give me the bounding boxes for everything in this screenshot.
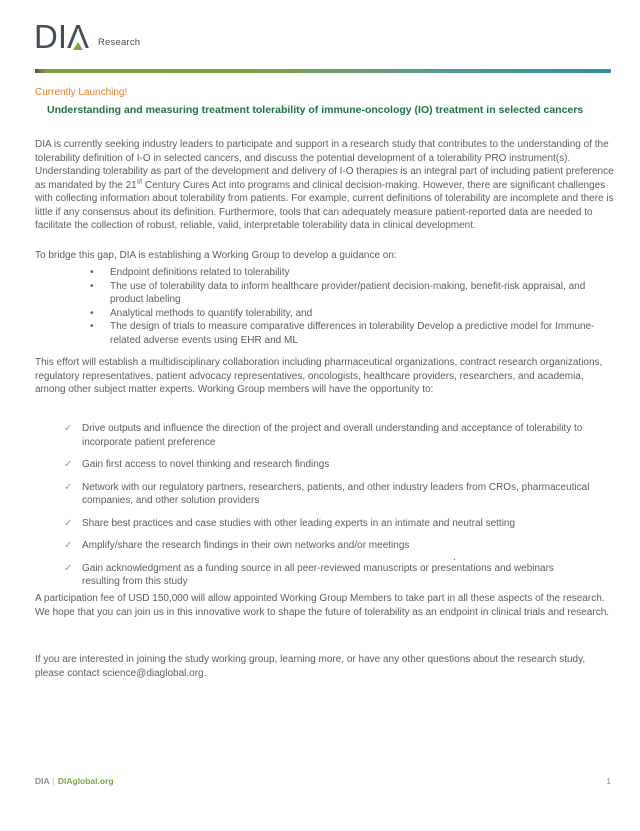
logo-letter-i: I bbox=[57, 18, 68, 55]
list-item bbox=[64, 481, 594, 508]
contact-paragraph bbox=[35, 653, 615, 680]
intro-paragraph bbox=[35, 138, 615, 233]
checkmark-icon: ✓ bbox=[64, 481, 73, 493]
list-item bbox=[90, 266, 610, 280]
benefits-list bbox=[64, 422, 594, 598]
collaboration-paragraph: This effort will establish a multidisciplinary collaboration including pharmaceutical organizations, contract research organizations, regulatory representatives, patient advocacy representatives, oncologists, healthcare providers, researchers, and academia, among other subject matter experts. Working Group members will have the opportunity to: bbox=[35, 357, 603, 395]
footer-left bbox=[35, 776, 114, 786]
gradient-divider bbox=[35, 69, 611, 73]
dia-logo-letters bbox=[34, 20, 89, 53]
checkmark-icon: ✓ bbox=[64, 540, 73, 551]
logo-letter-d: D bbox=[34, 18, 58, 55]
logo-research-label: Research bbox=[98, 37, 141, 48]
benefit-item-text: Gain acknowledgment as a funding source in all peer-reviewed manuscripts or presentations and webinars resulting from this study bbox=[82, 562, 554, 587]
list-item bbox=[64, 562, 594, 589]
checkmark-icon: ✓ bbox=[64, 423, 73, 434]
guidance-list bbox=[90, 266, 610, 347]
logo-letter-a: Λ bbox=[67, 18, 90, 55]
checkmark-icon: ✓ bbox=[64, 459, 73, 470]
list-item bbox=[90, 280, 610, 307]
guidance-item-text: Analytical methods to quantify tolerability, and bbox=[110, 307, 313, 319]
bullet-icon: • bbox=[90, 267, 94, 278]
guidance-item-text: The design of trials to measure comparative differences in tolerability Develop a predictive model for Immune-related adverse events using EHR and ML bbox=[110, 321, 595, 346]
stray-period-mark: . bbox=[453, 552, 456, 563]
contact-text: If you are interested in joining the study working group, learning more, or have any other questions about the research study, please contact bbox=[35, 654, 586, 679]
footer-brand: DIA bbox=[35, 776, 50, 786]
checkmark-icon: ✓ bbox=[64, 517, 73, 529]
page-footer bbox=[35, 776, 611, 786]
bridge-paragraph: To bridge this gap, DIA is establishing a Working Group to develop a guidance on: bbox=[35, 250, 397, 261]
bullet-icon: • bbox=[90, 321, 94, 332]
guidance-item-text: Endpoint definitions related to tolerability bbox=[110, 267, 290, 278]
benefit-item-text: Network with our regulatory partners, researchers, patients, and other industry leaders from CROs, pharmaceutical companies, and other solution providers bbox=[82, 481, 590, 506]
benefit-item-text: Share best practices and case studies with other leading experts in an intimate and neutral setting bbox=[82, 517, 516, 529]
contact-email: science@diaglobal.org bbox=[102, 667, 204, 679]
intro-text-1: DIA is currently seeking industry leaders to participate and support in a research study that contributes to the understanding of the tolerability definition of I-O in selected cancers, and discuss the potential development of a tolerability PRO instrument(s). Understanding tolerability as part of the development and delivery of I-O therapies is an integral part of including patient preference as mandated by the 21 bbox=[35, 139, 614, 191]
list-item bbox=[90, 307, 610, 321]
page-number: 1 bbox=[606, 776, 611, 786]
list-item bbox=[64, 539, 594, 553]
footer-separator: | bbox=[52, 776, 55, 786]
benefit-item-text: Drive outputs and influence the direction of the project and overall understanding and acceptance of tolerability to incorporate patient preference bbox=[82, 423, 583, 448]
dia-logo bbox=[34, 18, 141, 60]
benefit-item-text: Amplify/share the research findings in their own networks and/or meetings bbox=[82, 540, 410, 551]
list-item bbox=[64, 458, 594, 472]
logo-triangle-icon bbox=[73, 42, 83, 50]
ordinal-superscript: st bbox=[136, 178, 143, 186]
list-item bbox=[64, 517, 594, 531]
contact-text-end: . bbox=[203, 667, 207, 679]
benefit-item-text: Gain first access to novel thinking and research findings bbox=[82, 459, 330, 470]
footer-site-link: DIAglobal.org bbox=[57, 776, 114, 786]
bullet-icon: • bbox=[90, 280, 94, 292]
document-title: Understanding and measuring treatment tolerability of immune-oncology (IO) treatment in selected cancers bbox=[47, 104, 584, 116]
guidance-item-text: The use of tolerability data to inform healthcare provider/patient decision-making, benefit-risk appraisal, and product labeling bbox=[110, 280, 586, 305]
bullet-icon: • bbox=[90, 307, 94, 319]
list-item bbox=[64, 422, 594, 449]
fee-paragraph: A participation fee of USD 150,000 will allow appointed Working Group Members to take part in all these aspects of the research. We hope that you can join us in this innovative work to shape the future of tolerability as an endpoint in clinical trials and research. bbox=[35, 593, 610, 618]
checkmark-icon: ✓ bbox=[64, 562, 73, 574]
list-item bbox=[90, 320, 610, 347]
intro-text-2: Century Cures Act into programs and clinical decision-making. However, there are significant challenges with collecting information about tolerability from patients. For example, current definitions of tolerability are incomplete and there is little if any consensus about its definition. Furthermore, tools that can adequately measure patient-reported data are needed to facilitate the collection of robust, reliable, valid, interpretable tolerability data in clinical development. bbox=[35, 179, 614, 231]
currently-launching-label: Currently Launching! bbox=[35, 87, 128, 98]
